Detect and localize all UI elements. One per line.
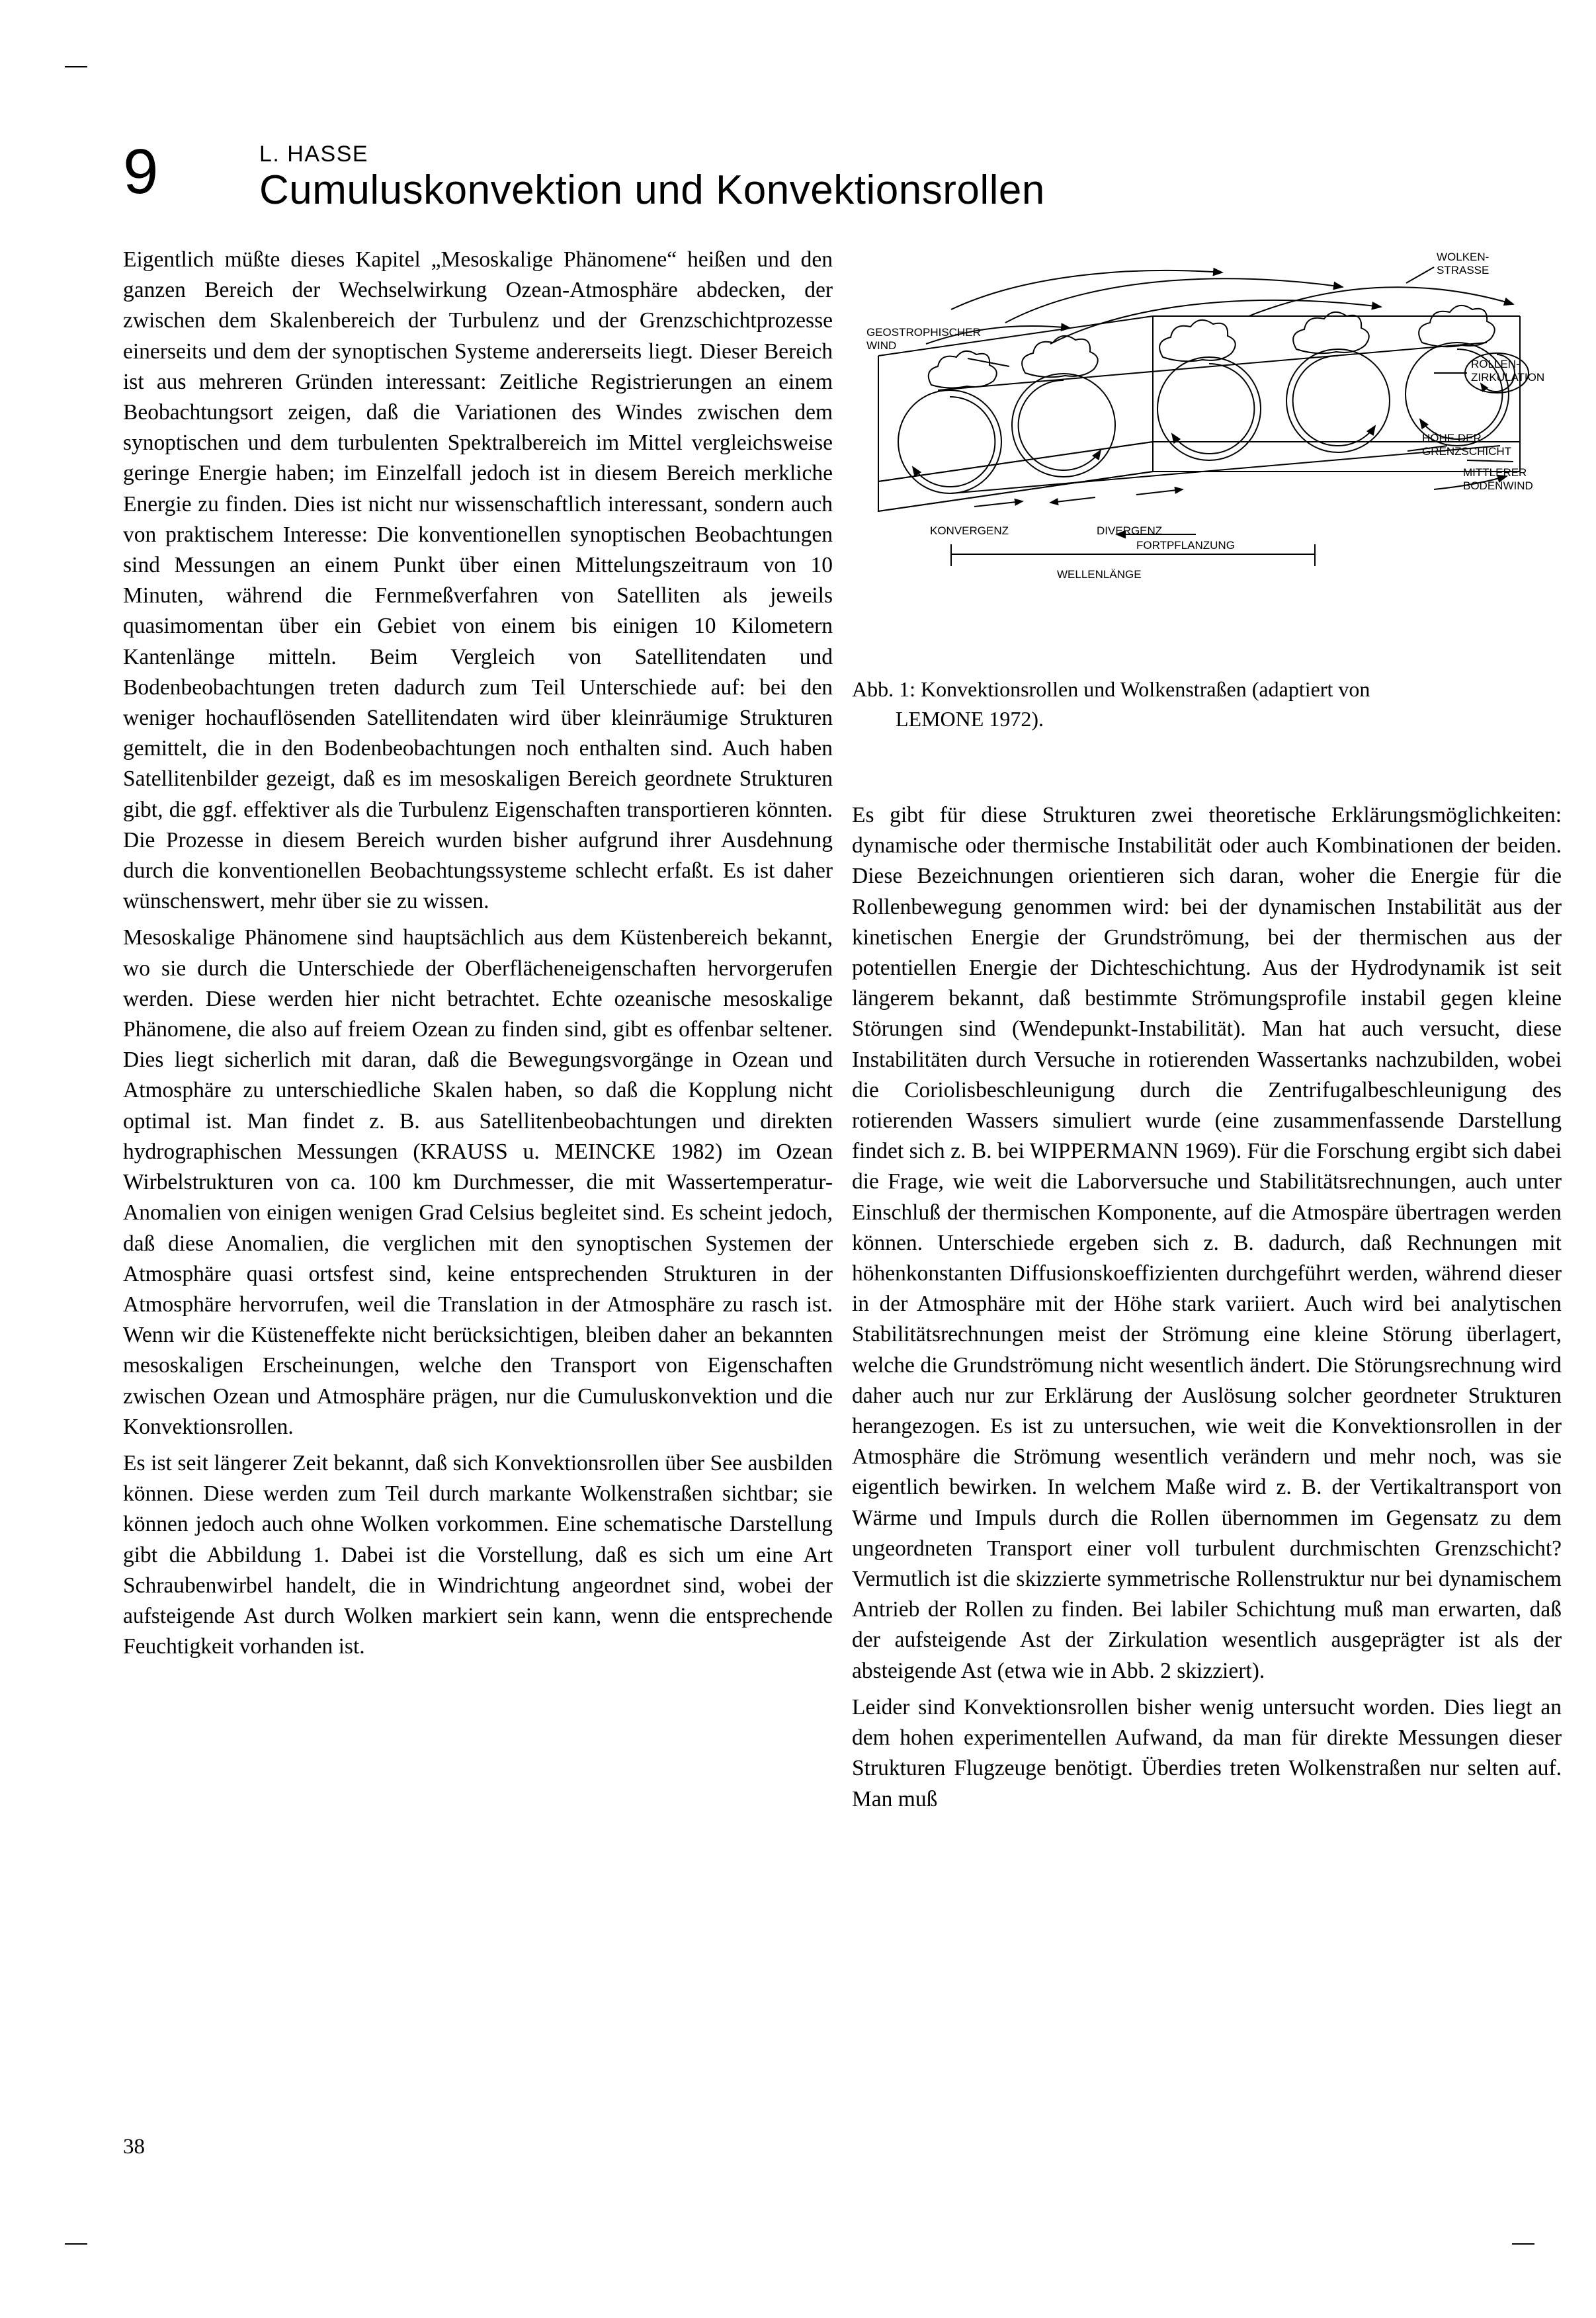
figure-label-geostrophischer-line1: GEOSTROPHISCHER [866,326,981,339]
figure-label-divergenz: DIVERGENZ [1097,524,1163,537]
figure-label-rollen-line2: ZIRKULATION [1471,371,1545,384]
figure-label-fortpflanzung: FORTPFLANZUNG [1136,539,1235,552]
page-number: 38 [123,2135,145,2159]
page-title: Cumuluskonvektion und Konvektionsrollen [259,167,1045,213]
figure-label-hoehe-line2: GRENZSCHICHT [1422,445,1512,458]
figure-caption [852,675,1563,734]
figure-label-geostrophischer-line2: WIND [866,339,897,352]
paragraph: Es gibt für diese Strukturen zwei theoretische Erklärungsmöglichkeiten: dynamische oder thermische Instabilität oder auch Kombinationen der beiden. Diese Bezeichnungen orientieren sich daran, woher die Energie für die Rollenbewegung genommen wird: bei der dynamischen Instabilität aus der kinetischen Energie der Grundströmung, bei der thermischen aus der potentiellen Energie der Dichteschichtung. Aus der Hydrodynamik ist seit längerem bekannt, daß bestimmte Strömungsprofile instabil gegen kleine Störungen sind (Wendepunkt-Instabilität). Man hat auch versucht, diese Instabilitäten durch Versuche in rotierenden Wassertanks nachzubilden, wobei die Coriolisbeschleunigung durch die Zentrifugalbeschleunigung des rotierenden Wassers simuliert wurde (eine zusammenfassende Darstellung findet sich z. B. bei WIPPERMANN 1969). Für die Forschung ergibt sich dabei die Frage, wie weit die Laborversuche und Stabilitätsrechnungen, auch unter Einschluß der thermischen Komponente, auf die Atmospäre übertragen werden können. Unterschiede ergeben sich z. B. dadurch, daß Rechnungen mit höhenkonstanten Diffusionskoeffizienten durchgeführt werden, während dieser in der Atmosphäre mit der Höhe stark variiert. Auch wird bei analytischen Stabilitätsrechnungen meist der Strömung eine kleine Störung überlagert, welche die Grundströmung nicht wesentlich ändert. Die Störungsrechnung wird daher auch nur zur Erklärung der Auslösung solcher geordneter Strukturen herangezogen. Es ist zu untersuchen, wie weit die Konvektionsrollen in der Atmosphäre die Strömung wesentlich verändern und mehr noch, was sie eigentlich bewirken. In welchem Maße wird z. B. der Vertikaltransport von Wärme und Impuls durch die Rollen übernommen im Gegensatz zu dem ungeordneten Transport einer voll turbulent durchmischten Grenzschicht? Vermutlich ist die skizzierte symmetrische Rollenstruktur nur bei dynamischem Antrieb der Rollen zu finden. Bei labiler Schichtung muß man erwarten, daß der aufsteigende Ast der Zirkulation wesentlich ausgeprägter ist als der absteigende Ast (etwa wie in Abb. 2 skizziert). [852,803,1562,1683]
figure-label-rollen-line1: ROLLEN- [1471,358,1520,370]
figure-label-wolkenstrasse-line2: STRASSE [1437,264,1490,276]
paragraph: Eigentlich müßte dieses Kapitel „Mesoskalige Phänomene“ heißen und den ganzen Bereich der Wechselwirkung Ozean-Atmosphäre abdecken, der zwischen dem Skalenbereich der Turbulenz und der Grenzschichtprozesse einerseits und dem der synoptischen Systeme andererseits liegt. Dieser Bereich ist aus mehreren Gründen interessant: Zeitliche Registrierungen an einem Beobachtungsort zeigen, daß die Variationen des Windes zwischen dem synoptischen und dem turbulenten Spektralbereich im Mittel vergleichsweise geringe Energie haben; im Einzelfall jedoch ist in diesem Bereich merkliche Energie zu finden. Dies ist nicht nur wissenschaftlich interessant, sondern auch von praktischem Interesse: Die konventionellen synoptischen Beobachtungen sind Messungen an einem Punkt über einen Mittelungszeitraum von 10 Minuten, während die Fernmeßverfahren von Satelliten als jeweils quasimomentan über ein Gebiet von einem bis einigen 10 Kilometern Kantenlänge mitteln. Beim Vergleich von Satellitendaten und Bodenbeobachtungen treten dadurch zum Teil Unterschiede auf: bei den weniger hochauflösenden Satellitendaten wird über kleinräumige Strukturen gemittelt, die in den Bodenbeobachtungen noch enthalten sind. Auch haben Satellitenbilder gezeigt, daß es im mesoskaligen Bereich geordnete Strukturen gibt, die ggf. effektiver als die Turbulenz Eigenschaften transportieren könnten. Die Prozesse in diesem Bereich wurden bisher aufgrund ihrer Ausdehnung durch die konventionellen Beobachtungssysteme schlecht erfaßt. Es ist daher wünschenswert, mehr über sie zu wissen. [123,247,833,914]
figure-caption-label: Abb. 1: [852,677,915,701]
crop-mark-bottom-left [65,2243,87,2245]
right-column [852,800,1562,1815]
paragraph: Leider sind Konvektionsrollen bisher wenig untersucht worden. Dies liegt an dem hohen experimentellen Aufwand, da man für direkte Messungen dieser Strukturen Flugzeuge benötigt. Überdies treten Wolkenstraßen nur selten auf. Man muß [852,1694,1562,1811]
figure-label-mittlerer-line1: MITTLERER [1463,466,1527,479]
crop-mark-top-left [65,66,87,67]
crop-mark-bottom-right [1512,2243,1534,2245]
paragraph: Mesoskalige Phänomene sind hauptsächlich aus dem Küstenbereich bekannt, wo sie durch die Unterschiede der Oberflächeneigenschaften hervorgerufen werden. Diese werden hier nicht betrachtet. Echte ozeanische mesoskalige Phänomene, die also auf freiem Ozean zu finden sind, gibt es offenbar seltener. Dies liegt sicherlich mit daran, daß die Bewegungsvorgänge in Ozean und Atmosphäre zu unterschiedliche Skalen haben, so daß die Kopplung nicht optimal ist. Man findet z. B. aus Satellitenbeobachtungen und direkten hydrographischen Messungen (KRAUSS u. MEINCKE 1982) im Ozean Wirbelstrukturen von ca. 100 km Durchmesser, die mit Wassertemperatur-Anomalien von einigen wenigen Grad Celsius begleitet sind. Es scheint jedoch, daß diese Anomalien, die verglichen mit den synoptischen Systemen der Atmosphäre quasi ortsfest sind, keine entsprechenden Strukturen in der Atmosphäre hervorrufen, weil die Translation in der Atmosphäre zu rasch ist. Wenn wir die Küsteneffekte nicht berücksichtigen, bleiben daher an bekannten mesoskaligen Erscheinungen, welche den Transport von Eigenschaften zwischen Ozean und Atmosphäre prägen, nur die Cumuluskonvektion und die Konvektionsrollen. [123,925,833,1439]
paragraph: Es ist seit längerer Zeit bekannt, daß sich Konvektionsrollen über See ausbilden können. Diese werden zum Teil durch markante Wolkenstraßen sichtbar; sie können jedoch auch ohne Wolken vorkommen. Eine schematische Darstellung gibt die Abbildung 1. Dabei ist die Vorstellung, daß es sich um eine Art Schraubenwirbel handelt, die in Windrichtung angeordnet sind, wobei der aufsteigende Ast durch Wolken markiert sein kann, wenn die entsprechende Feuchtigkeit vorhanden ist. [123,1450,833,1659]
chapter-number: 9 [123,136,158,207]
figure-caption-line1: Konvektionsrollen und Wolkenstraßen (adaptiert von [921,677,1370,701]
figure-label-mittlerer-line2: BODENWIND [1463,479,1533,492]
figure-label-wellenlaenge: WELLENLÄNGE [1057,568,1142,581]
author-name: L. HASSE [259,142,369,167]
figure-label-konvergenz: KONVERGENZ [930,524,1009,537]
figure-label-hoehe-line1: HÖHE DER [1422,432,1482,444]
figure-konvektionsrollen [852,243,1563,667]
figure-label-wolkenstrasse-line1: WOLKEN- [1437,251,1490,263]
figure-caption-line2: LEMONE 1972). [896,707,1044,731]
left-column [123,245,833,1662]
